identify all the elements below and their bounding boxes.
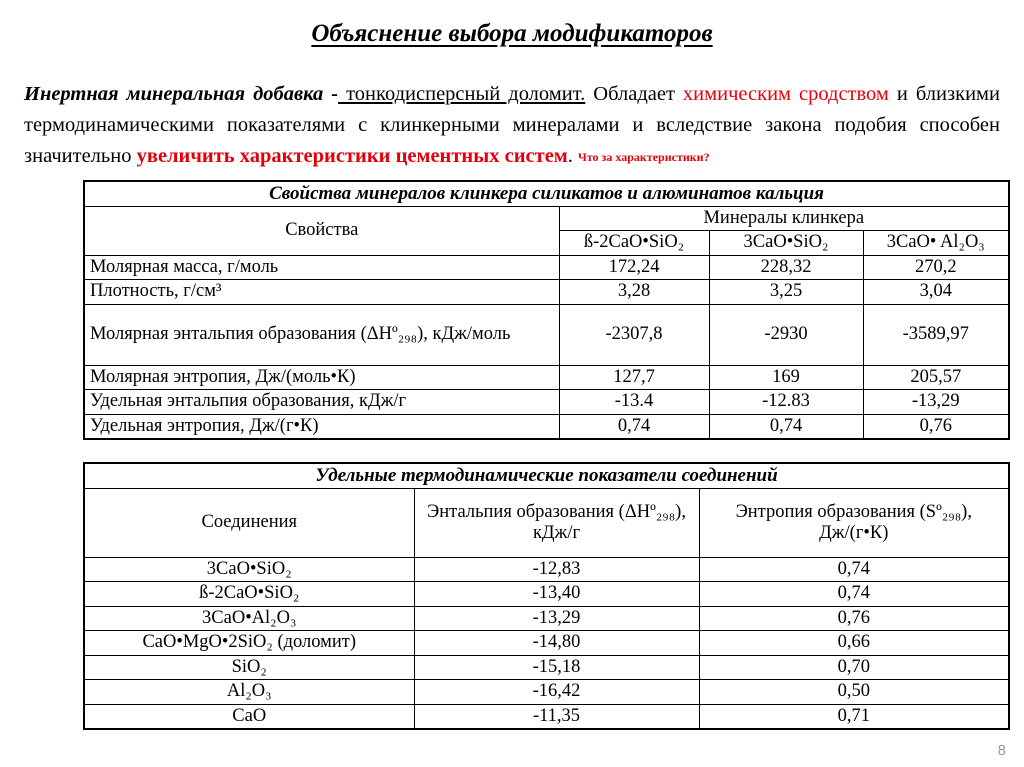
compounds-thermo-table <box>83 462 1010 730</box>
header-enthalpy: Энтальпия образования (ΔHº₂₉₈), кДж/г <box>414 489 699 558</box>
paragraph-plain-3: . <box>567 145 573 167</box>
table-row <box>84 414 1009 439</box>
cell-value: 169 <box>709 365 863 389</box>
table-header-row-top <box>84 207 1009 231</box>
page-title <box>0 20 1024 48</box>
cell-value: -13,40 <box>414 582 699 606</box>
cell-value: -12,83 <box>414 558 699 582</box>
table-row <box>84 365 1009 389</box>
row-label: Молярная энтропия, Дж/(моль•К) <box>84 365 559 389</box>
paragraph-plain-2: и близкими термодинамическими показателями с клинкерными минералами и вследствие закона подобия способен значительно <box>24 83 1000 167</box>
cell-value: 3,04 <box>863 280 1009 304</box>
row-label: Удельная энтальпия образования, кДж/г <box>84 390 559 414</box>
table-row <box>84 631 1009 655</box>
row-label: Удельная энтропия, Дж/(г•К) <box>84 414 559 439</box>
header-mineral-c3s: 3CaO•SiO₂ <box>709 231 863 255</box>
table-row <box>84 606 1009 630</box>
header-compound: Соединения <box>84 489 414 558</box>
page-number: 8 <box>997 742 1006 759</box>
table-row <box>84 582 1009 606</box>
table-caption-row <box>84 463 1009 489</box>
cell-value: 0,76 <box>863 414 1009 439</box>
compounds-table-caption: Удельные термодинамические показатели соединений <box>84 463 1009 489</box>
cell-value: 0,70 <box>699 655 1009 679</box>
cell-value: 205,57 <box>863 365 1009 389</box>
cell-value: -12.83 <box>709 390 863 414</box>
row-label: Плотность, г/см³ <box>84 280 559 304</box>
header-mineral-c2s: ß-2CaO•SiO₂ <box>559 231 709 255</box>
table-row <box>84 655 1009 679</box>
cell-value: -13,29 <box>863 390 1009 414</box>
cell-value: 3,25 <box>709 280 863 304</box>
row-label: ß-2CaO•SiO₂ <box>84 582 414 606</box>
row-label: CaO•MgO•2SiO₂ (доломит) <box>84 631 414 655</box>
table-row <box>84 558 1009 582</box>
paragraph-highlight-2: увеличить характеристики цементных систем <box>136 145 568 167</box>
cell-value: 270,2 <box>863 255 1009 279</box>
row-label: 3CaO•SiO₂ <box>84 558 414 582</box>
cell-value: 0,74 <box>699 582 1009 606</box>
cell-value: 127,7 <box>559 365 709 389</box>
minerals-properties-table <box>83 180 1010 440</box>
paragraph-plain-1: Обладает <box>585 83 683 105</box>
table-caption-row <box>84 181 1009 207</box>
cell-value: 0,71 <box>699 704 1009 729</box>
cell-value: -3589,97 <box>863 304 1009 365</box>
paragraph-margin-note: Что за характеристики? <box>578 150 710 164</box>
row-label: CaO <box>84 704 414 729</box>
row-label: Молярная энтальпия образования (ΔHº₂₉₈), кДж/моль <box>84 304 559 365</box>
table-row <box>84 680 1009 704</box>
paragraph-highlight-1: химическим сродством <box>682 83 889 105</box>
table-row <box>84 390 1009 414</box>
cell-value: 0,66 <box>699 631 1009 655</box>
cell-value: -16,42 <box>414 680 699 704</box>
table-row <box>84 704 1009 729</box>
table-row <box>84 304 1009 365</box>
row-label: 3CaO•Al₂O₃ <box>84 606 414 630</box>
cell-value: -11,35 <box>414 704 699 729</box>
cell-value: 0,76 <box>699 606 1009 630</box>
page-title-text: Объяснение выбора модификаторов <box>311 20 713 47</box>
cell-value: 228,32 <box>709 255 863 279</box>
cell-value: 172,24 <box>559 255 709 279</box>
header-property: Свойства <box>84 207 559 256</box>
cell-value: -13.4 <box>559 390 709 414</box>
cell-value: 0,74 <box>699 558 1009 582</box>
table-row <box>84 280 1009 304</box>
paragraph-underlined-term: тонкодисперсный доломит. <box>338 83 586 105</box>
cell-value: -14,80 <box>414 631 699 655</box>
cell-value: -2930 <box>709 304 863 365</box>
cell-value: 3,28 <box>559 280 709 304</box>
cell-value: -15,18 <box>414 655 699 679</box>
paragraph-lead: Инертная минеральная добавка - <box>24 83 339 105</box>
table-row <box>84 255 1009 279</box>
row-label: SiO₂ <box>84 655 414 679</box>
row-label: Al₂O₃ <box>84 680 414 704</box>
intro-paragraph <box>24 79 1000 173</box>
table-header-row <box>84 489 1009 558</box>
header-entropy: Энтропия образования (Sº₂₉₈), Дж/(г•К) <box>699 489 1009 558</box>
cell-value: -2307,8 <box>559 304 709 365</box>
minerals-table-caption: Свойства минералов клинкера силикатов и алюминатов кальция <box>84 181 1009 207</box>
cell-value: 0,74 <box>559 414 709 439</box>
row-label: Молярная масса, г/моль <box>84 255 559 279</box>
header-minerals-group: Минералы клинкера <box>559 207 1009 231</box>
cell-value: 0,74 <box>709 414 863 439</box>
header-mineral-c3a: 3CaO• Al₂O₃ <box>863 231 1009 255</box>
cell-value: 0,50 <box>699 680 1009 704</box>
cell-value: -13,29 <box>414 606 699 630</box>
